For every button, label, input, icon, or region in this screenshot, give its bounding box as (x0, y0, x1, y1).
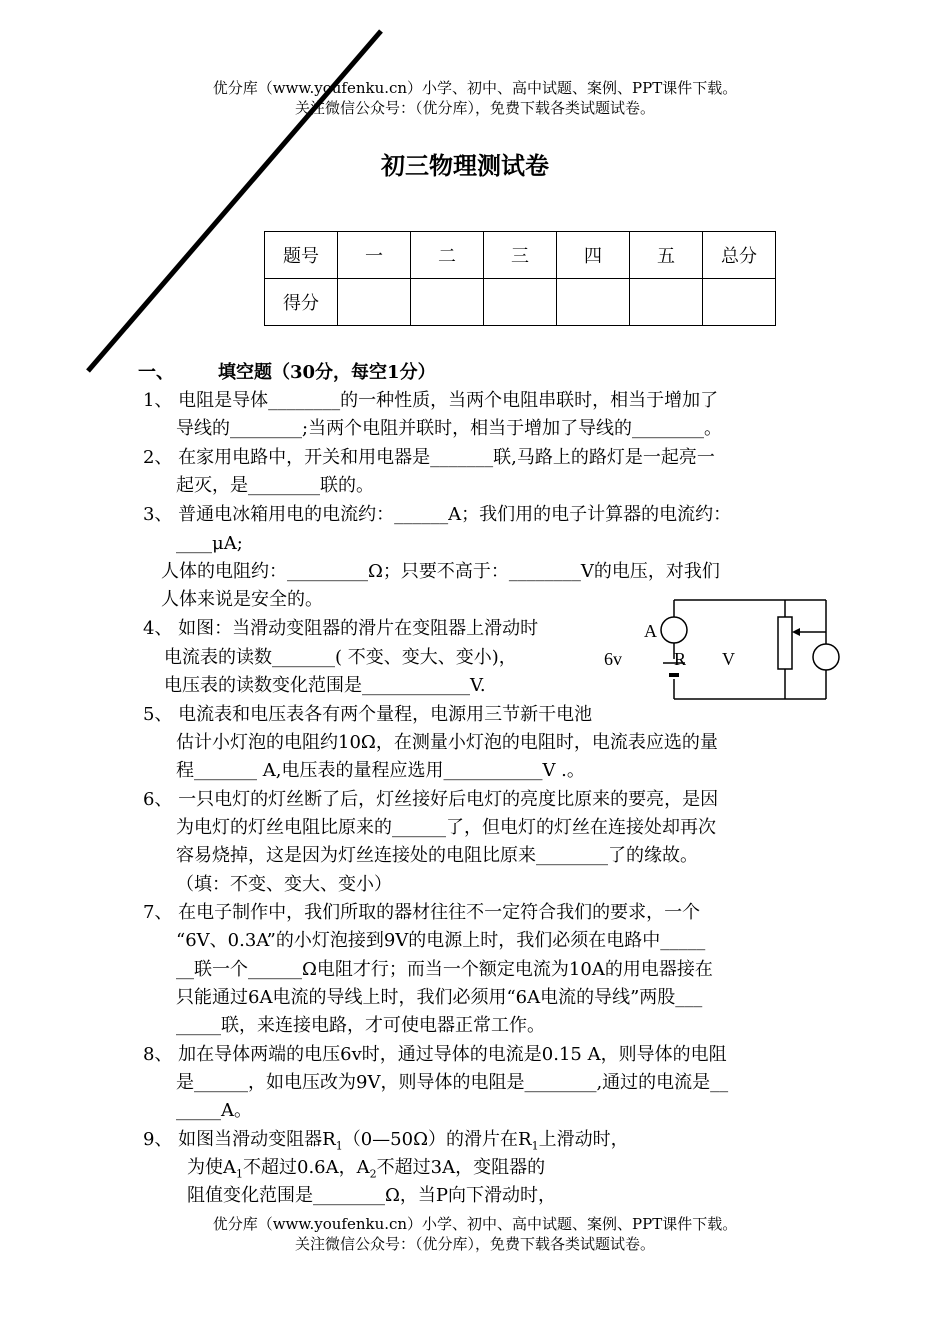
question-3-line-3: 人体的电阻约：_________Ω；只要不高于：________V的电压，对我们 (161, 561, 720, 582)
question-5-line-2: 估计小灯泡的电阻约10Ω，在测量小灯泡的电阻时，电流表应选的量 (176, 732, 718, 753)
question-6-line-4: （填：不变、变大、变小） (176, 874, 392, 895)
rheostat-rect (778, 617, 792, 669)
table-cell[interactable] (338, 279, 411, 326)
question-4-line-2: 电流表的读数_______( 不变、变大、变小)， (164, 647, 517, 668)
question-9-line-1: 9、 如图当滑动变阻器$R_1(0—50\Omega)$的滑片在$R_1$上滑动时， (143, 1129, 629, 1153)
question-7-line-5: _____联，来连接电路，才可使电器正常工作。 (176, 1015, 545, 1036)
table-cell: 一 (338, 232, 411, 279)
table-cell[interactable] (630, 279, 703, 326)
question-8-line-2: 是______，如电压改为9V，则导体的电阻是________,通过的电流是__ (176, 1072, 729, 1093)
header-line-2: 关注微信公众号：（优分库），免费下载各类试题试卷。 (294, 99, 655, 117)
page-title: 初三物理测试卷 (381, 152, 549, 180)
question-7-line-2: “6V、0.3A”的小灯泡接到9V的电源上时，我们必须在电路中_____ (176, 930, 706, 951)
question-7-line-3: __联一个______Ω电阻才行；而当一个额定电流为10A的用电器接在 (176, 959, 713, 980)
question-8-line-1: 8、 加在导体两端的电压6v时，通过导体的电流是0.15 A，则导体的电阻 (143, 1044, 727, 1065)
question-9-line-2: 为使$A_1$不超过0.6A，$A_2$不超过3A，变阻器的 (187, 1157, 546, 1181)
score-table (264, 231, 776, 326)
diagonal-stroke (0, 0, 950, 400)
table-cell: 总分 (703, 232, 776, 279)
table-cell[interactable] (484, 279, 557, 326)
voltmeter-circle (813, 644, 839, 670)
footer-line-2: 关注微信公众号：（优分库），免费下载各类试题试卷。 (294, 1235, 655, 1253)
table-cell: 三 (484, 232, 557, 279)
table-cell[interactable] (411, 279, 484, 326)
question-6-line-1: 6、 一只电灯的灯丝断了后，灯丝接好后电灯的亮度比原来的要亮，是因 (143, 789, 719, 810)
question-9-line-3: 阻值变化范围是________Ω，当P向下滑动时， (187, 1185, 557, 1206)
table-cell[interactable] (703, 279, 776, 326)
question-6-line-3: 容易烧掉，这是因为灯丝连接处的电阻比原来________了的缘故。 (176, 845, 698, 866)
table-cell[interactable] (557, 279, 630, 326)
question-3-line-2: ____μA; (176, 533, 243, 554)
header-line-1: 优分库（www.youfenku.cn）小学、初中、高中试题、案例、PPT课件下载。 (212, 79, 738, 97)
section-number: 一、 (138, 362, 174, 383)
source-label: 6v (604, 649, 622, 669)
ammeter-label: A (644, 621, 657, 641)
table-cell: 五 (630, 232, 703, 279)
table-cell: 四 (557, 232, 630, 279)
table-cell: 题号 (265, 232, 338, 279)
table-cell: 得分 (265, 279, 338, 326)
footer-line-1: 优分库（www.youfenku.cn）小学、初中、高中试题、案例、PPT课件下载。 (212, 1215, 738, 1233)
table-cell: 二 (411, 232, 484, 279)
table-row (265, 232, 776, 279)
section-heading (138, 358, 436, 384)
voltmeter-label: V (722, 649, 735, 669)
question-6-line-2: 为电灯的灯丝电阻比原来的______了，但电灯的灯丝在连接处却再次 (176, 817, 716, 838)
ammeter-circle (661, 617, 687, 643)
question-4-line-3: 电压表的读数变化范围是____________V. (164, 675, 486, 696)
question-2-line-2: 起灭，是________联的。 (176, 475, 374, 496)
question-1-line-1: 1、 电阻是导体________的一种性质，当两个电阻串联时，相当于增加了 (143, 390, 719, 411)
section-title: 填空题（30分，每空1分） (218, 362, 436, 383)
question-8-line-3: _____A。 (176, 1100, 252, 1121)
resistor-label: R (674, 649, 687, 669)
circuit-diagram (604, 595, 850, 705)
question-7-line-4: 只能通过6A电流的导线上时，我们必须用“6A电流的导线”两股___ (176, 987, 703, 1008)
question-5-line-3: 程_______ A,电压表的量程应选用___________V .。 (176, 760, 585, 781)
question-3-line-4: 人体来说是安全的。 (161, 589, 323, 610)
question-3-line-1: 3、 普通电冰箱用电的电流约：______A；我们用的电子计算器的电流约： (143, 504, 732, 525)
slider-arrow (792, 628, 800, 636)
question-2-line-1: 2、 在家用电路中，开关和用电器是_______联,马路上的路灯是一起亮一 (143, 447, 715, 468)
question-1-line-2: 导线的________;当两个电阻并联时，相当于增加了导线的________。 (176, 418, 723, 439)
question-5-line-1: 5、 电流表和电压表各有两个量程，电源用三节新干电池 (143, 704, 593, 725)
table-row (265, 279, 776, 326)
question-7-line-1: 7、 在电子制作中，我们所取的器材往往不一定符合我们的要求，一个 (143, 902, 701, 923)
question-4-line-1: 4、 如图：当滑动变阻器的滑片在变阻器上滑动时 (143, 618, 539, 639)
